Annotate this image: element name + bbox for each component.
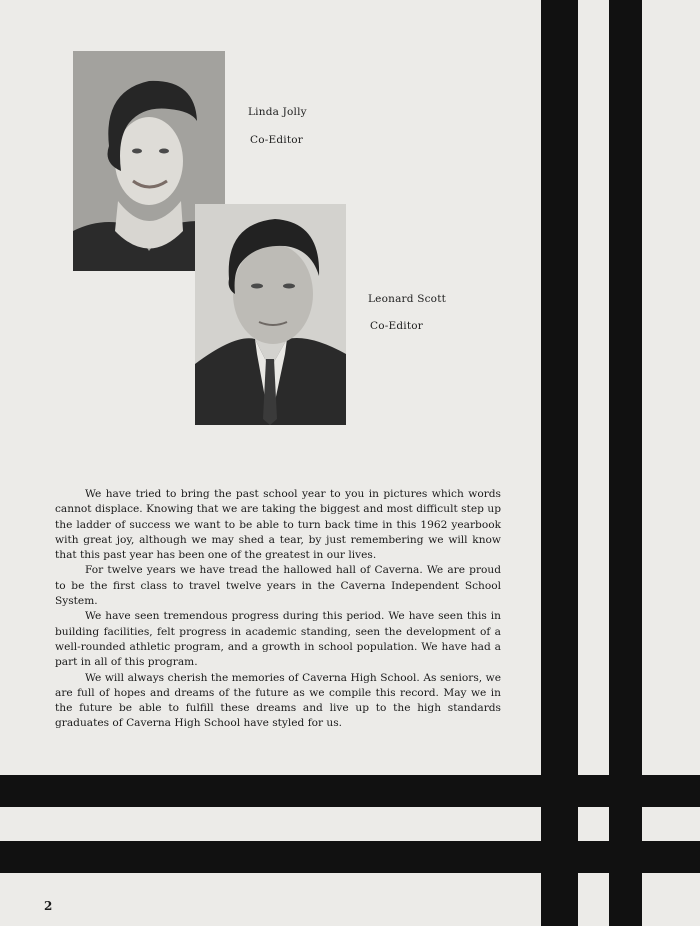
caption-role-2: Co-Editor xyxy=(370,320,424,332)
caption-name-1: Linda Jolly xyxy=(248,106,307,118)
caption-role-1: Co-Editor xyxy=(250,134,304,146)
portrait-photo-leonard-scott xyxy=(195,204,346,425)
horizontal-bar-upper xyxy=(0,775,700,807)
paragraph-1: We have tried to bring the past school year to you in pictures which words cannot displace. Knowing that we are taking the biggest and most difficult step up the ladder of success we want to be able to turn back time in this 1962 yearbook with great joy, although we may shed a tear, by just remembering we will know that this past year has been one of the greatest in our lives. xyxy=(55,488,501,562)
page-number: 2 xyxy=(44,899,53,913)
caption-name-2: Leonard Scott xyxy=(368,293,447,305)
paragraph-4: We will always cherish the memories of Caverna High School. As seniors, we are full of hopes and dreams of the future as we compile this record. May we in the future be able to fulfill these dreams and live up to the high standards graduates of Caverna High School have styled for us. xyxy=(55,671,501,730)
editors-message xyxy=(55,487,501,732)
paragraph-2: For twelve years we have tread the hallowed hall of Caverna. We are proud to be the first class to travel twelve years in the Caverna Independent School System. xyxy=(55,564,501,608)
horizontal-bar-lower xyxy=(0,841,700,873)
paragraph-3: We have seen tremendous progress during this period. We have seen this in building facilities, felt progress in academic standing, seen the development of a well-rounded athletic program, and a growth in school population. We have had a part in all of this program. xyxy=(55,610,501,669)
